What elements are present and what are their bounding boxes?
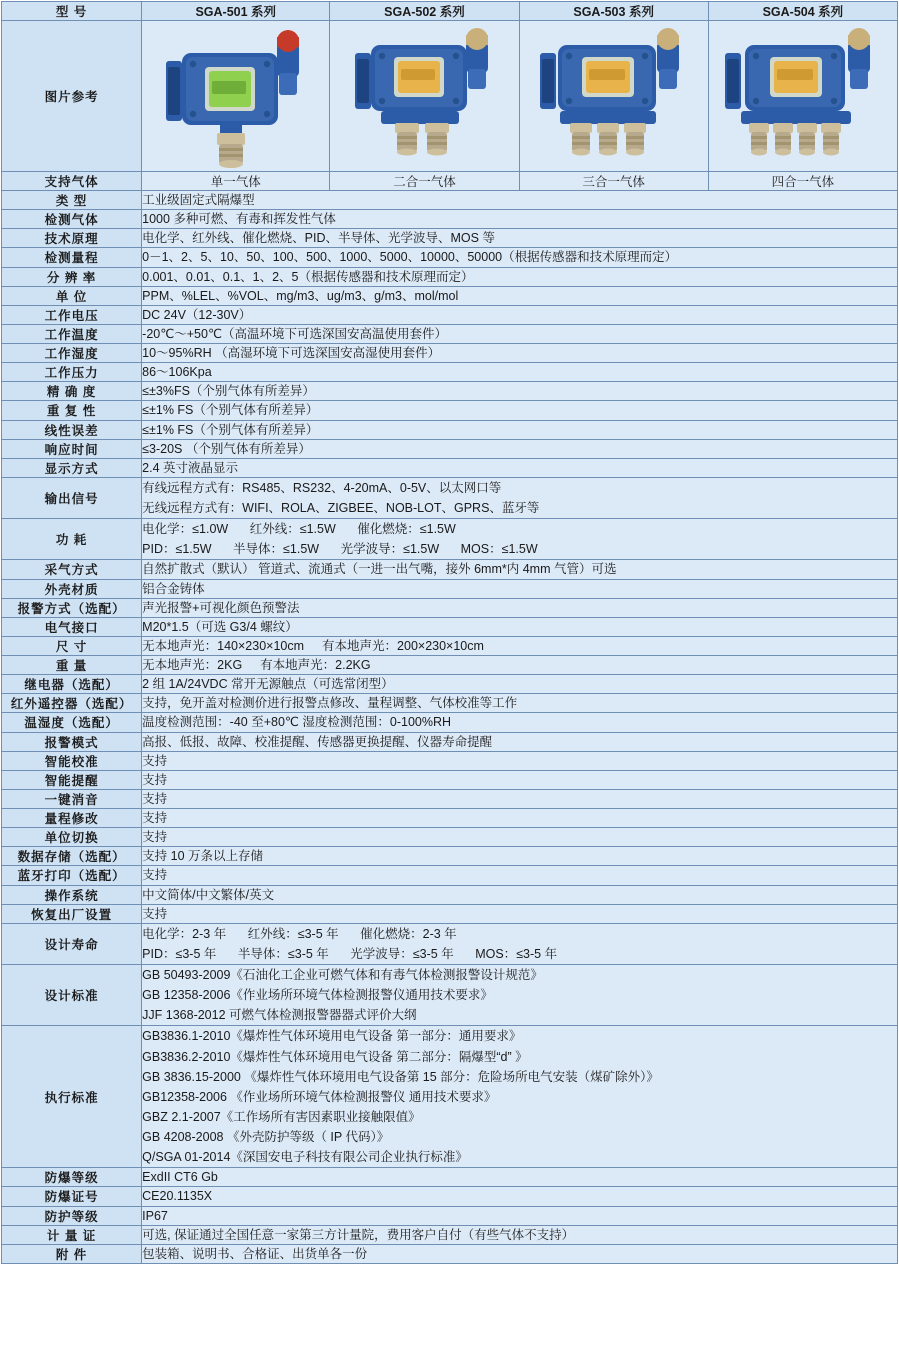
row-label-ex-level: 防爆等级 xyxy=(2,1168,142,1187)
table-row-range-modify xyxy=(2,809,898,828)
row-value-size xyxy=(142,636,898,655)
table-row-size xyxy=(2,636,898,655)
table-row-support-gas xyxy=(2,172,898,191)
row-label-work-pressure: 工作压力 xyxy=(2,363,142,382)
table-row-work-pressure xyxy=(2,363,898,382)
support-gas-1: 单一气体 xyxy=(142,172,330,191)
row-value-unit-switch: 支持 xyxy=(142,828,898,847)
row-label-unit: 单 位 xyxy=(2,286,142,305)
row-label-image-reference: 图片参考 xyxy=(2,21,142,172)
table-row-image-reference xyxy=(2,21,898,172)
table-row-range xyxy=(2,248,898,267)
table-row-model xyxy=(2,2,898,21)
execution-standard-item-4: GB12358-2006 《作业场所环境气体检测报警仪 通用技术要求》 xyxy=(142,1089,497,1104)
power-item-name-2: 红外线： xyxy=(249,522,300,537)
row-value-metering-certificate: 可选, 保证通过全国任意一家第三方计量院，费用客户自付（有些气体不支持） xyxy=(142,1225,898,1244)
table-row-response-time xyxy=(2,439,898,458)
size-without-alarm: 无本地声光：140×230×10cm xyxy=(142,638,305,653)
gas-detector-icon-3 xyxy=(526,23,701,169)
row-value-remote: 支持，免开盖对检测价进行报警点修改、量程调整、气体校准等工作 xyxy=(142,694,898,713)
row-value-smart-calibration: 支持 xyxy=(142,751,898,770)
table-row-display xyxy=(2,458,898,477)
lifetime-item-value-6: ≤3-5 年 xyxy=(412,946,454,961)
row-label-alarm-mode: 报警方式（选配） xyxy=(2,598,142,617)
row-value-sampling: 自然扩散式（默认） 管道式、流通式（一进一出气嘴，接外 6mm*内 4mm 气管）可选 xyxy=(142,560,898,579)
row-value-power xyxy=(142,519,898,560)
lifetime-item-name-2: 红外线： xyxy=(247,926,298,941)
row-label-unit-switch: 单位切换 xyxy=(2,828,142,847)
support-gas-4: 四合一气体 xyxy=(708,172,897,191)
execution-standard-item-3: GB 3836.15-2000 《爆炸性气体环境用电气设备第 15 部分：危险场所电气安装（煤矿除外）》 xyxy=(142,1069,659,1084)
power-item-name-3: 催化燃烧： xyxy=(357,522,420,537)
row-value-relay: 2 组 1A/24VDC 常开无源触点（可选常闭型） xyxy=(142,675,898,694)
row-label-execution-standard: 执行标准 xyxy=(2,1026,142,1168)
execution-standard-item-7: Q/SGA 01-2014《深国安电子科技有限公司企业执行标准》 xyxy=(142,1150,468,1165)
row-label-display: 显示方式 xyxy=(2,458,142,477)
device-image-2 xyxy=(330,21,519,172)
row-value-work-pressure: 86～106Kpa xyxy=(142,363,898,382)
power-item-name-5: 半导体： xyxy=(233,542,284,557)
row-label-sampling: 采气方式 xyxy=(2,560,142,579)
execution-standard-item-2: GB3836.2-2010《爆炸性气体环境用电气设备 第二部分：隔爆型“d” 》 xyxy=(142,1049,528,1064)
table-row-remote xyxy=(2,694,898,713)
lifetime-line-2 xyxy=(142,944,897,964)
lifetime-item-value-5: ≤3-5 年 xyxy=(287,946,329,961)
size-with-alarm: 有本地声光：200×230×10cm xyxy=(322,638,484,653)
table-row-accessory xyxy=(2,1244,898,1263)
power-item-value-2: ≤1.5W xyxy=(299,522,336,537)
table-row-factory-reset xyxy=(2,904,898,923)
weight-without-alarm: 无本地声光：2KG xyxy=(142,658,243,672)
power-item-value-6: ≤1.5W xyxy=(403,542,440,557)
row-value-voltage: DC 24V（12-30V） xyxy=(142,305,898,324)
row-label-range: 检测量程 xyxy=(2,248,142,267)
table-row-weight xyxy=(2,656,898,675)
row-label-weight: 重 量 xyxy=(2,656,142,675)
row-value-ex-level: ExdII CT6 Gb xyxy=(142,1168,898,1187)
row-label-power: 功 耗 xyxy=(2,519,142,560)
table-row-output-signal xyxy=(2,477,898,518)
row-value-work-humidity: 10～95%RH （高湿环境下可选深国安高湿使用套件） xyxy=(142,344,898,363)
row-label-detect-gas: 检测气体 xyxy=(2,210,142,229)
row-value-ex-certificate: CE20.1135X xyxy=(142,1187,898,1206)
row-value-one-key-mute: 支持 xyxy=(142,789,898,808)
power-item-value-7: ≤1.5W xyxy=(501,542,538,557)
gas-detector-icon-1 xyxy=(148,23,323,169)
gas-detector-icon-4 xyxy=(715,23,890,169)
support-gas-3: 三合一气体 xyxy=(519,172,708,191)
design-standard-item-3: JJF 1368-2012 可燃气体检测报警器器式评价大纲 xyxy=(142,1008,417,1023)
power-line-1 xyxy=(142,519,897,539)
row-value-resolution: 0.001、0.01、0.1、1、2、5（根据传感器和技术原理而定） xyxy=(142,267,898,286)
lifetime-item-name-4: PID： xyxy=(142,946,176,961)
table-row-voltage xyxy=(2,305,898,324)
row-label-bluetooth-print: 蓝牙打印（选配） xyxy=(2,866,142,885)
power-item-value-4: ≤1.5W xyxy=(175,542,212,557)
power-item-name-1: 电化学： xyxy=(142,522,193,537)
row-label-operating-system: 操作系统 xyxy=(2,885,142,904)
table-row-type xyxy=(2,191,898,210)
row-value-design-lifetime xyxy=(142,923,898,964)
power-item-value-1: ≤1.0W xyxy=(192,522,229,537)
table-row-alarm-pattern xyxy=(2,732,898,751)
table-row-shell-material xyxy=(2,579,898,598)
model-header-2: SGA-502 系列 xyxy=(330,2,519,21)
row-value-ip-rating: IP67 xyxy=(142,1206,898,1225)
lifetime-item-value-3: 2-3 年 xyxy=(422,926,457,941)
specification-table xyxy=(1,1,898,1264)
row-label-ex-certificate: 防爆证号 xyxy=(2,1187,142,1206)
row-value-range: 0－1、2、5、10、50、100、500、1000、5000、10000、50000（根据传感器和技术原理而定） xyxy=(142,248,898,267)
weight-with-alarm: 有本地声光：2.2KG xyxy=(260,658,371,672)
row-value-type: 工业级固定式隔爆型 xyxy=(142,191,898,210)
row-label-factory-reset: 恢复出厂设置 xyxy=(2,904,142,923)
output-line-wireless: 无线远程方式有：WIFI、ROLA、ZIGBEE、NOB-LOT、GPRS、蓝牙等 xyxy=(142,501,540,515)
table-row-principle xyxy=(2,229,898,248)
table-row-relay xyxy=(2,675,898,694)
table-row-sampling xyxy=(2,560,898,579)
power-item-name-6: 光学波导： xyxy=(340,542,404,557)
row-value-weight xyxy=(142,656,898,675)
row-label-metering-certificate: 计 量 证 xyxy=(2,1225,142,1244)
row-value-display: 2.4 英寸液晶显示 xyxy=(142,458,898,477)
table-row-linearity xyxy=(2,420,898,439)
table-row-repeatability xyxy=(2,401,898,420)
output-line-wired: 有线远程方式有：RS485、RS232、4-20mA、0-5V、以太网口等 xyxy=(142,480,502,495)
design-standard-item-2: GB 12358-2006《作业场所环境气体检测报警仪通用技术要求》 xyxy=(142,988,493,1003)
execution-standard-item-6: GB 4208-2008 《外壳防护等级（ IP 代码）》 xyxy=(142,1130,390,1144)
lifetime-item-value-2: ≤3-5 年 xyxy=(297,926,339,941)
device-image-4 xyxy=(708,21,897,172)
row-value-work-temp: -20℃～+50℃（高温环境下可选深国安高温使用套件） xyxy=(142,324,898,343)
design-standard-item-1: GB 50493-2009《石油化工企业可燃气体和有毒气体检测报警设计规范》 xyxy=(142,968,543,982)
row-value-design-standard xyxy=(142,965,898,1026)
model-header-1: SGA-501 系列 xyxy=(142,2,330,21)
lifetime-item-value-7: ≤3-5 年 xyxy=(516,946,558,961)
row-value-shell-material: 铝合金铸体 xyxy=(142,579,898,598)
row-label-principle: 技术原理 xyxy=(2,229,142,248)
lifetime-item-value-1: 2-3 年 xyxy=(192,926,227,941)
row-label-linearity: 线性误差 xyxy=(2,420,142,439)
device-image-3 xyxy=(519,21,708,172)
row-value-unit: PPM、%LEL、%VOL、mg/m3、ug/m3、g/m3、mol/mol xyxy=(142,286,898,305)
row-label-type: 类 型 xyxy=(2,191,142,210)
row-label-accuracy: 精 确 度 xyxy=(2,382,142,401)
row-value-principle: 电化学、红外线、催化燃烧、PID、半导体、光学波导、MOS 等 xyxy=(142,229,898,248)
table-row-resolution xyxy=(2,267,898,286)
table-row-ex-certificate xyxy=(2,1187,898,1206)
table-row-execution-standard xyxy=(2,1026,898,1168)
row-label-temp-humidity-option: 温湿度（选配） xyxy=(2,713,142,732)
model-header-4: SGA-504 系列 xyxy=(708,2,897,21)
row-label-repeatability: 重 复 性 xyxy=(2,401,142,420)
lifetime-item-name-1: 电化学： xyxy=(142,926,193,941)
lifetime-item-name-7: MOS： xyxy=(475,946,517,961)
table-row-unit-switch xyxy=(2,828,898,847)
table-row-ip-rating xyxy=(2,1206,898,1225)
table-row-accuracy xyxy=(2,382,898,401)
row-value-range-modify: 支持 xyxy=(142,809,898,828)
row-value-repeatability: ≤±1% FS（个别气体有所差异） xyxy=(142,401,898,420)
row-label-electrical-interface: 电气接口 xyxy=(2,617,142,636)
power-line-2 xyxy=(142,539,897,559)
row-label-shell-material: 外壳材质 xyxy=(2,579,142,598)
lifetime-item-name-6: 光学波导： xyxy=(350,946,413,961)
row-value-response-time: ≤3-20S （个别气体有所差异） xyxy=(142,439,898,458)
row-label-remote: 红外遥控器（选配） xyxy=(2,694,142,713)
row-value-output-signal xyxy=(142,477,898,518)
row-label-relay: 继电器（选配） xyxy=(2,675,142,694)
row-value-temp-humidity-option: 温度检测范围：-40 至+80℃ 湿度检测范围：0-100%RH xyxy=(142,713,898,732)
row-value-accessory: 包装箱、说明书、合格证、出货单各一份 xyxy=(142,1244,898,1263)
device-image-1 xyxy=(142,21,330,172)
table-row-electrical-interface xyxy=(2,617,898,636)
row-value-accuracy: ≤±3%FS（个别气体有所差异） xyxy=(142,382,898,401)
row-value-smart-reminder: 支持 xyxy=(142,770,898,789)
table-row-bluetooth-print xyxy=(2,866,898,885)
table-row-metering-certificate xyxy=(2,1225,898,1244)
row-label-design-standard: 设计标准 xyxy=(2,965,142,1026)
row-value-electrical-interface: M20*1.5（可选 G3/4 螺纹） xyxy=(142,617,898,636)
table-row-ex-level xyxy=(2,1168,898,1187)
row-value-data-storage: 支持 10 万条以上存储 xyxy=(142,847,898,866)
support-gas-2: 二合一气体 xyxy=(330,172,519,191)
row-label-one-key-mute: 一键消音 xyxy=(2,789,142,808)
row-value-execution-standard xyxy=(142,1026,898,1168)
table-row-power xyxy=(2,519,898,560)
row-value-factory-reset: 支持 xyxy=(142,904,898,923)
power-item-value-5: ≤1.5W xyxy=(283,542,320,557)
row-value-detect-gas: 1000 多种可燃、有毒和挥发性气体 xyxy=(142,210,898,229)
table-row-temp-humidity-option xyxy=(2,713,898,732)
row-label-data-storage: 数据存储（选配） xyxy=(2,847,142,866)
row-label-design-lifetime: 设计寿命 xyxy=(2,923,142,964)
table-row-smart-reminder xyxy=(2,770,898,789)
table-row-work-temp xyxy=(2,324,898,343)
model-header-3: SGA-503 系列 xyxy=(519,2,708,21)
row-label-smart-reminder: 智能提醒 xyxy=(2,770,142,789)
row-label-ip-rating: 防护等级 xyxy=(2,1206,142,1225)
power-item-name-4: PID： xyxy=(142,542,176,557)
power-item-value-3: ≤1.5W xyxy=(419,522,456,537)
row-label-model: 型 号 xyxy=(2,2,142,21)
row-label-smart-calibration: 智能校准 xyxy=(2,751,142,770)
lifetime-item-name-3: 催化燃烧： xyxy=(360,926,423,941)
table-row-unit xyxy=(2,286,898,305)
lifetime-item-name-5: 半导体： xyxy=(237,946,288,961)
table-row-operating-system xyxy=(2,885,898,904)
table-row-detect-gas xyxy=(2,210,898,229)
row-label-output-signal: 输出信号 xyxy=(2,477,142,518)
gas-detector-icon-2 xyxy=(337,23,512,169)
row-label-alarm-pattern: 报警模式 xyxy=(2,732,142,751)
row-value-operating-system: 中文简体/中文繁体/英文 xyxy=(142,885,898,904)
lifetime-item-value-4: ≤3-5 年 xyxy=(175,946,217,961)
row-label-work-humidity: 工作湿度 xyxy=(2,344,142,363)
row-label-accessory: 附 件 xyxy=(2,1244,142,1263)
row-label-resolution: 分 辨 率 xyxy=(2,267,142,286)
spec-sheet-page xyxy=(0,1,899,1370)
table-row-data-storage xyxy=(2,847,898,866)
row-value-alarm-mode: 声光报警+可视化颜色预警法 xyxy=(142,598,898,617)
table-row-one-key-mute xyxy=(2,789,898,808)
row-label-response-time: 响应时间 xyxy=(2,439,142,458)
table-row-design-standard xyxy=(2,965,898,1026)
power-item-name-7: MOS： xyxy=(460,542,502,557)
row-label-voltage: 工作电压 xyxy=(2,305,142,324)
execution-standard-item-5: GBZ 2.1-2007《工作场所有害因素职业接触限值》 xyxy=(142,1109,421,1124)
row-value-bluetooth-print: 支持 xyxy=(142,866,898,885)
row-value-alarm-pattern: 高报、低报、故障、校准提醒、传感器更换提醒、仪器寿命提醒 xyxy=(142,732,898,751)
row-value-linearity: ≤±1% FS（个别气体有所差异） xyxy=(142,420,898,439)
table-row-alarm-mode xyxy=(2,598,898,617)
lifetime-line-1 xyxy=(142,924,897,944)
row-label-work-temp: 工作温度 xyxy=(2,324,142,343)
row-label-range-modify: 量程修改 xyxy=(2,809,142,828)
row-label-support-gas: 支持气体 xyxy=(2,172,142,191)
table-row-design-lifetime xyxy=(2,923,898,964)
table-row-work-humidity xyxy=(2,344,898,363)
execution-standard-item-1: GB3836.1-2010《爆炸性气体环境用电气设备 第一部分：通用要求》 xyxy=(142,1029,522,1044)
row-label-size: 尺 寸 xyxy=(2,636,142,655)
table-row-smart-calibration xyxy=(2,751,898,770)
